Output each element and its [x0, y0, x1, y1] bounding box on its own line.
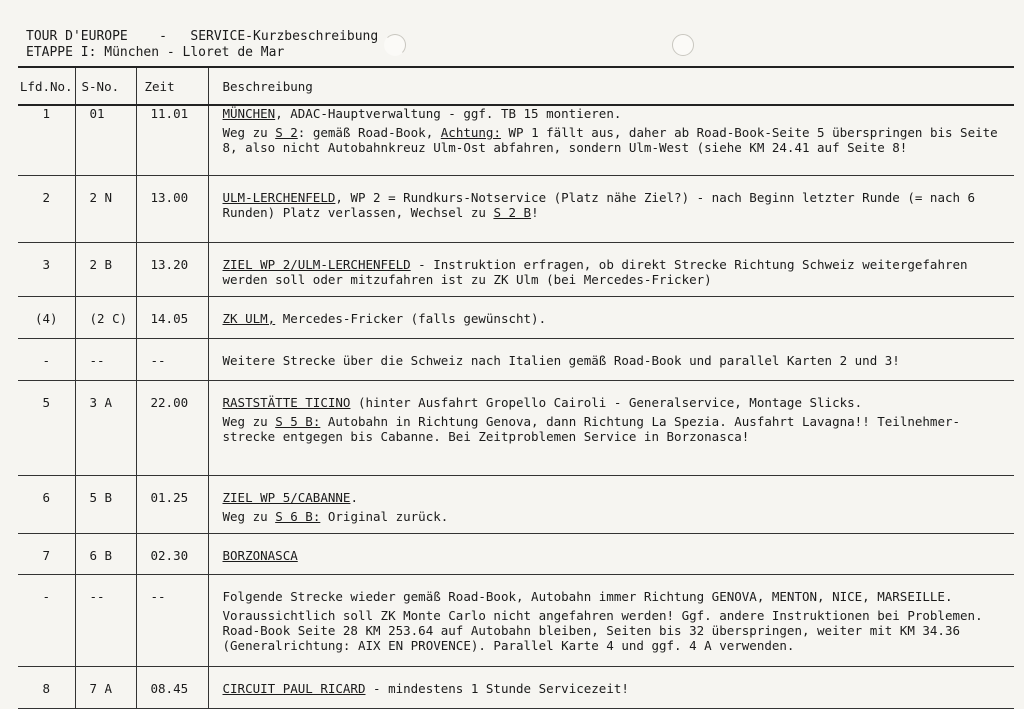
description-cell: [208, 574, 1014, 666]
sno-cell: 2 B: [75, 242, 136, 296]
sno-cell: 7 A: [75, 666, 136, 708]
table-row: [18, 574, 1014, 666]
description-text: Voraussichtlich soll ZK Monte Carlo nicht angefahren werden! Ggf. andere Instruktionen bei Problemen. Road-Book Seite 28 KM 253.64 auf Autobahn bleiben, Seiten bis 32 überspringen, weiter mit KM 34.36 (Generalrichtung: AIX EN PROVENCE). Parallel Karte 4 und ggf. 4 A verwenden.: [222, 607, 983, 653]
description-paragraph: [223, 509, 1003, 524]
column-header-sno: S-No.: [75, 67, 136, 105]
description-paragraph: [223, 414, 1003, 444]
lfd-cell: -: [18, 574, 75, 666]
description-text: !: [531, 204, 539, 220]
lfd-cell: 6: [18, 475, 75, 533]
service-table: [18, 66, 1014, 709]
zeit-cell: 13.00: [136, 175, 208, 242]
sno-cell: 01: [75, 105, 136, 175]
sno-cell: 3 A: [75, 380, 136, 475]
description-text: (hinter Ausfahrt Gropello Cairoli - Generalservice, Montage Slicks.: [350, 394, 863, 410]
zeit-cell: 02.30: [136, 533, 208, 574]
description-cell: [208, 475, 1014, 533]
sno-cell: --: [75, 338, 136, 380]
description-cell: [208, 175, 1014, 242]
description-paragraph: [223, 681, 1003, 696]
description-text: - Instruktion erfragen, ob direkt Strecke Richtung Schweiz weitergefahren werden soll oder mitzufahren ist zu ZK Ulm (bei Mercedes-Fricker): [222, 256, 968, 287]
underlined-text: MÜNCHEN: [222, 106, 276, 121]
zeit-cell: 01.25: [136, 475, 208, 533]
table-header-row: [18, 67, 1014, 105]
description-text: , ADAC-Hauptverwaltung - ggf. TB 15 montieren.: [275, 106, 622, 121]
header-dash: -: [159, 29, 167, 44]
description-text: WP 1 fällt aus, daher ab Road-Book-Seite 5 überspringen bis Seite 8, also nicht Autobahnkreuz Ulm-Ost abfahren, sondern Ulm-West (siehe KM 24.41 auf Seite 8!: [222, 125, 998, 155]
description-cell: [208, 105, 1014, 175]
description-cell: [208, 380, 1014, 475]
description-paragraph: [223, 190, 1003, 220]
table-row: [18, 296, 1014, 338]
underlined-text: S 6 B:: [275, 508, 321, 524]
zeit-cell: 22.00: [136, 380, 208, 475]
underlined-text: S 2: [275, 125, 298, 140]
lfd-cell: (4): [18, 296, 75, 338]
lfd-cell: 8: [18, 666, 75, 708]
punch-hole-mark: [384, 34, 406, 56]
header-title-line: [26, 29, 378, 45]
description-paragraph: [223, 311, 1003, 326]
table-row: [18, 242, 1014, 296]
description-text: Weitere Strecke über die Schweiz nach Italien gemäß Road-Book und parallel Karten 2 und 3!: [222, 352, 900, 368]
description-paragraph: [223, 589, 1003, 604]
table-row: [18, 105, 1014, 175]
description-text: Weg zu: [222, 413, 276, 429]
underlined-text: S 2 B: [493, 204, 532, 220]
description-paragraph: [223, 257, 1003, 287]
document-subtitle: SERVICE-Kurzbeschreibung: [190, 29, 379, 44]
underlined-text: CIRCUIT PAUL RICARD: [222, 680, 366, 696]
description-cell: [208, 242, 1014, 296]
lfd-cell: -: [18, 338, 75, 380]
underlined-text: S 5 B:: [275, 413, 321, 429]
table-row: [18, 380, 1014, 475]
lfd-cell: 7: [18, 533, 75, 574]
underlined-text: ZK ULM,: [222, 310, 276, 326]
lfd-cell: 2: [18, 175, 75, 242]
description-text: .: [350, 489, 358, 505]
sno-cell: --: [75, 574, 136, 666]
description-paragraph: [223, 490, 1003, 505]
description-text: , WP 2 = Rundkurs-Notservice (Platz nähe Ziel?) - nach Beginn letzter Runde (= nach 6 Runden) Platz verlassen, Wechsel zu: [222, 189, 976, 220]
description-text: Original zurück.: [320, 508, 449, 524]
sno-cell: 5 B: [75, 475, 136, 533]
description-paragraph: [223, 353, 1003, 368]
zeit-cell: --: [136, 574, 208, 666]
column-header-lfd: Lfd.No.: [18, 67, 75, 105]
table-row: [18, 533, 1014, 574]
zeit-cell: 14.05: [136, 296, 208, 338]
stage-title: ETAPPE I: München - Lloret de Mar: [26, 45, 285, 60]
lfd-cell: 5: [18, 380, 75, 475]
description-cell: [208, 296, 1014, 338]
column-header-beschreibung: Beschreibung: [208, 67, 1014, 105]
description-cell: [208, 338, 1014, 380]
zeit-cell: 13.20: [136, 242, 208, 296]
sno-cell: 2 N: [75, 175, 136, 242]
description-text: Weg zu: [222, 508, 276, 524]
punch-hole-mark: [672, 34, 694, 56]
zeit-cell: 08.45: [136, 666, 208, 708]
table-row: [18, 475, 1014, 533]
underlined-text: RASTSTÄTTE TICINO: [222, 394, 351, 410]
description-text: : gemäß Road-Book,: [297, 125, 441, 140]
underlined-text: BORZONASCA: [222, 547, 298, 563]
underlined-text: ULM-LERCHENFELD: [222, 189, 336, 205]
column-header-zeit: Zeit: [136, 67, 208, 105]
description-paragraph: [223, 608, 1003, 653]
description-paragraph: [223, 106, 1003, 121]
description-paragraph: [223, 395, 1003, 410]
underlined-text: ZIEL WP 5/CABANNE: [222, 489, 351, 505]
zeit-cell: --: [136, 338, 208, 380]
description-cell: [208, 533, 1014, 574]
underlined-text: Achtung:: [440, 125, 501, 140]
underlined-text: ZIEL WP 2/ULM-LERCHENFELD: [222, 256, 411, 272]
sno-cell: 6 B: [75, 533, 136, 574]
description-text: Weg zu: [222, 125, 276, 140]
description-text: Folgende Strecke wieder gemäß Road-Book, Autobahn immer Richtung GENOVA, MENTON, NICE, MARSEILLE.: [222, 588, 953, 604]
description-text: Mercedes-Fricker (falls gewünscht).: [275, 310, 547, 326]
lfd-cell: 3: [18, 242, 75, 296]
lfd-cell: 1: [18, 105, 75, 175]
description-paragraph: [223, 548, 1003, 563]
description-text: Autobahn in Richtung Genova, dann Richtung La Spezia. Ausfahrt Lavagna!! Teilnehmer-strecke entgegen bis Cabanne. Bei Zeitproblemen Service in Borzonasca!: [222, 413, 961, 444]
description-text: - mindestens 1 Stunde Servicezeit!: [365, 680, 629, 696]
document-header: [26, 29, 378, 61]
table-row: [18, 666, 1014, 708]
zeit-cell: 11.01: [136, 105, 208, 175]
table-row: [18, 175, 1014, 242]
sno-cell: (2 C): [75, 296, 136, 338]
description-paragraph: [223, 125, 1003, 155]
description-cell: [208, 666, 1014, 708]
document-title: TOUR D'EUROPE: [26, 29, 128, 44]
table-row: [18, 338, 1014, 380]
